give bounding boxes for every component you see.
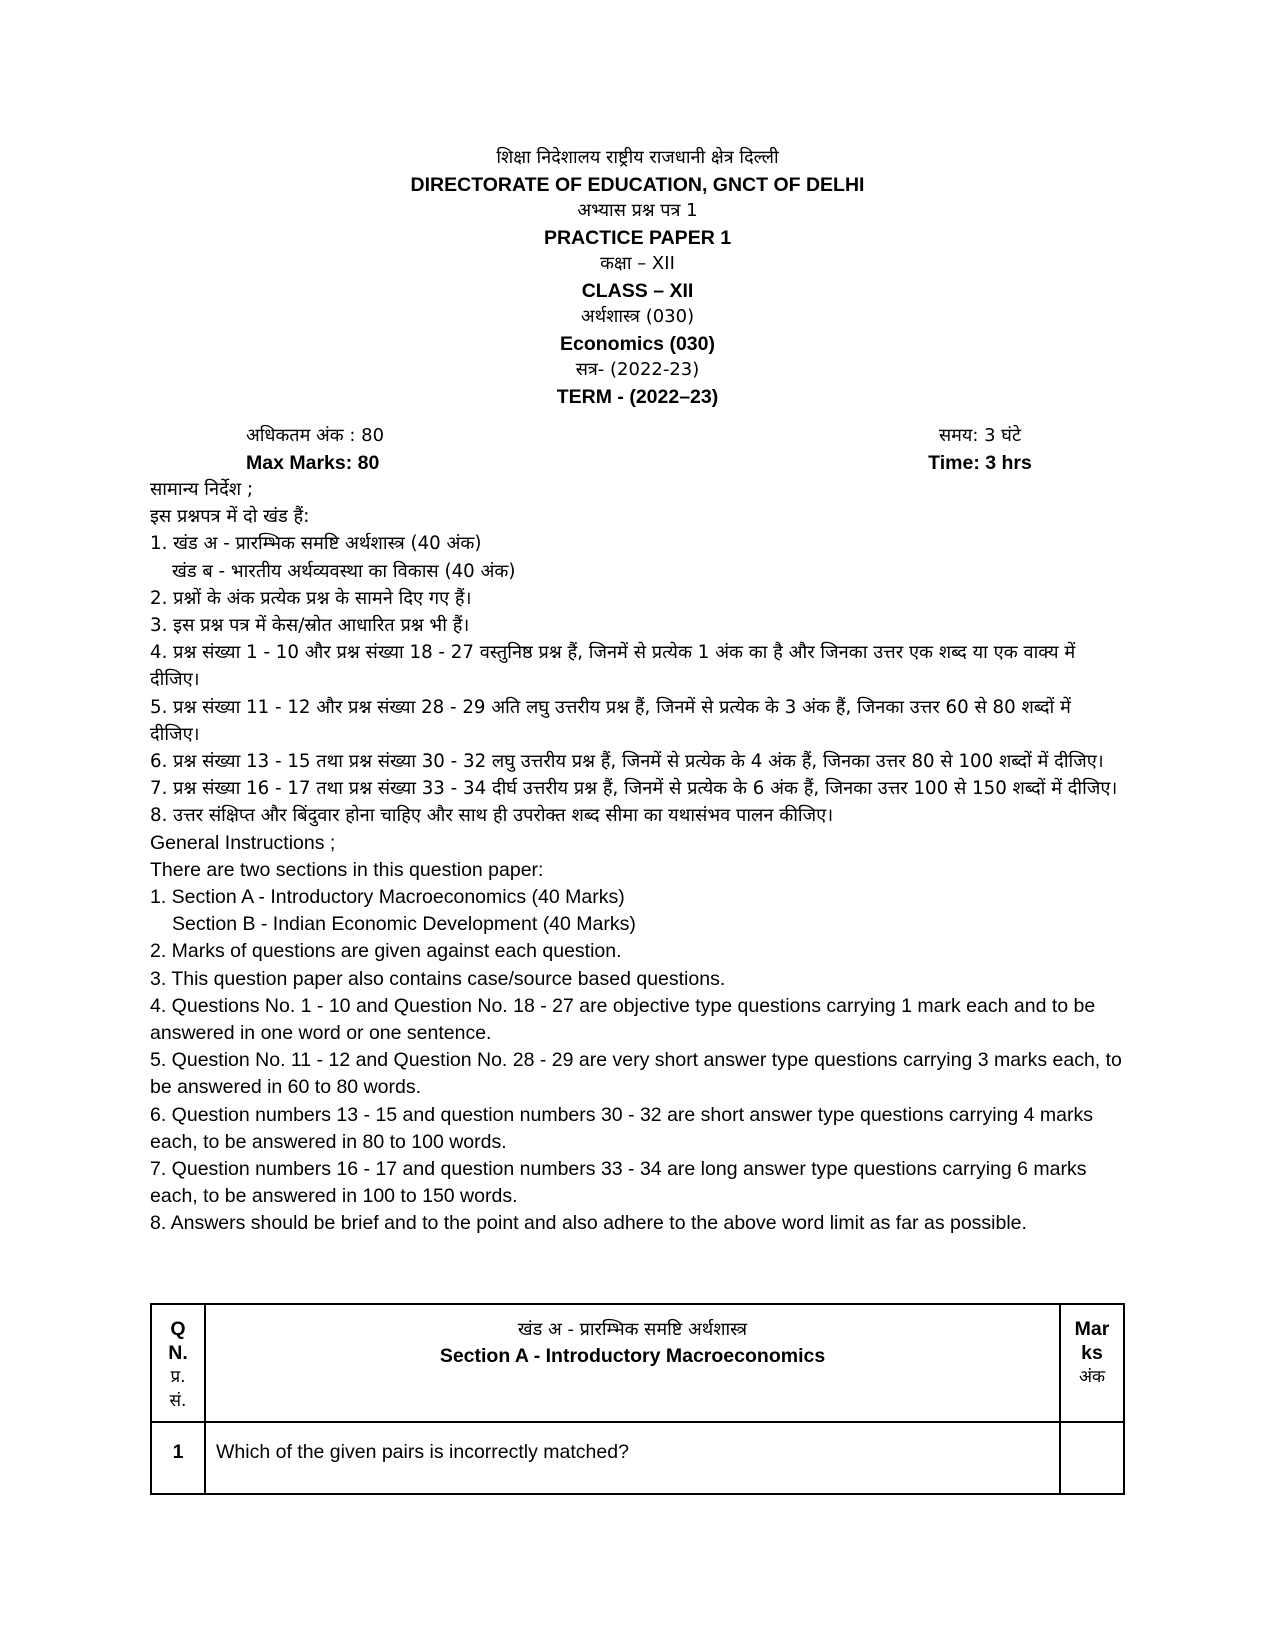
qn-header-text: N. [168, 1342, 188, 1364]
instructions-title-hindi: सामान्य निर्देश ; [150, 479, 254, 500]
paper-title: PRACTICE PAPER 1 [543, 226, 732, 249]
instruction-item: 4. Questions No. 1 - 10 and Question No. 18 - 27 are objective type questions carrying 1 mark each and to be answered in one word or one sentence. [150, 994, 1096, 1045]
section-title: Section A - Introductory Macroeconomics [439, 1345, 826, 1367]
question-table [150, 1303, 1125, 1495]
marks-header-hindi: अंक [1078, 1367, 1106, 1387]
instruction-item: 5. Question No. 11 - 12 and Question No. 28 - 29 are very short answer type questions carrying 3 marks each, to be answered in 60 to 80 words. [150, 1049, 1122, 1099]
instruction-item: 2. Marks of questions are given against each question. [150, 940, 622, 963]
instruction-item-hindi: 1. खंड अ - प्रारम्भिक समष्टि अर्थशास्त्र (40 अंक) [150, 533, 482, 555]
instruction-item: 6. Question numbers 13 - 15 and question numbers 30 - 32 are short answer type questions carrying 4 marks each, to be answered in 80 to 100 words. [150, 1103, 1093, 1153]
marks-header-text: Mar [1074, 1318, 1110, 1340]
table-row [151, 1422, 1124, 1494]
class-label: CLASS – XII [581, 279, 694, 302]
instruction-item-hindi: 7. प्रश्न संख्या 16 - 17 तथा प्रश्न संख्या 33 - 34 दीर्घ उत्तरीय प्रश्न हैं, जिनमें से प्रत्येक के 6 अंक हैं, जिनका उत्तर 100 से 150 शब्दों में दीजिए। [150, 778, 1118, 800]
instructions-intro-hindi: इस प्रश्नपत्र में दो खंड हैं: [150, 506, 310, 528]
dept-title-hindi: शिक्षा निदेशालय राष्ट्रीय राजधानी क्षेत्र दिल्ली [496, 147, 779, 168]
instruction-item: 3. This question paper also contains case/source based questions. [150, 967, 726, 990]
time-hindi: समय: 3 घंटे [938, 425, 1022, 446]
instruction-item-hindi: 6. प्रश्न संख्या 13 - 15 तथा प्रश्न संख्या 30 - 32 लघु उत्तरीय प्रश्न हैं, जिनमें से प्रत्येक के 4 अंक हैं, जिनका उत्तर 80 से 100 शब्दों में दीजिए। [150, 751, 1104, 773]
question-marks [1060, 1422, 1124, 1494]
section-title-hindi: खंड अ - प्रारम्भिक समष्टि अर्थशास्त्र [517, 1319, 748, 1340]
instruction-item: Section B - Indian Economic Development (40 Marks) [172, 913, 636, 936]
max-marks: Max Marks: 80 [246, 452, 380, 474]
instructions-block [150, 476, 1125, 1238]
instruction-item-hindi: खंड ब - भारतीय अर्थव्यवस्था का विकास (40 अंक) [172, 560, 516, 582]
instruction-item-hindi: 5. प्रश्न संख्या 11 - 12 और प्रश्न संख्या 28 - 29 अति लघु उत्तरीय प्रश्न हैं, जिनमें से प्रत्येक के 3 अंक हैं, जिनका उत्तर 60 से 80 शब्दों में दीजिए। [150, 696, 1071, 745]
marks-header-text: ks [1081, 1342, 1103, 1364]
instruction-item-hindi: 8. उत्तर संक्षिप्त और बिंदुवार होना चाहिए और साथ ही उपरोक्त शब्द सीमा का यथासंभव पालन कीजिए। [150, 805, 834, 827]
instruction-item: 7. Question numbers 16 - 17 and question numbers 33 - 34 are long answer type questions carrying 6 marks each, to be answered in 100 to 150 words. [150, 1158, 1087, 1208]
paper-header [0, 145, 1275, 410]
subject-label: Economics (030) [560, 332, 715, 355]
qn-column-header [151, 1304, 205, 1422]
time-allowed: Time: 3 hrs [928, 452, 1032, 474]
class-hindi: कक्षा – XII [600, 253, 675, 274]
instructions-title: General Instructions ; [150, 831, 336, 854]
instructions-intro: There are two sections in this question paper: [150, 858, 544, 881]
table-header-row [151, 1304, 1124, 1422]
instruction-item-hindi: 4. प्रश्न संख्या 1 - 10 और प्रश्न संख्या 18 - 27 वस्तुनिष्ठ प्रश्न हैं, जिनमें से प्रत्येक 1 अंक का है और जिनका उत्तर एक शब्द या एक वाक्य में दीजिए। [150, 642, 1076, 691]
question-text: Which of the given pairs is incorrectly matched? [205, 1422, 1060, 1494]
instruction-item-hindi: 2. प्रश्नों के अंक प्रत्येक प्रश्न के सामने दिए गए हैं। [150, 587, 472, 609]
marks-column-header [1060, 1304, 1124, 1422]
instruction-item-hindi: 3. इस प्रश्न पत्र में केस/स्रोत आधारित प्रश्न भी हैं। [150, 615, 470, 637]
instruction-item: 8. Answers should be brief and to the point and also adhere to the above word limit as far as possible. [150, 1212, 1027, 1235]
term-label: TERM - (2022–23) [556, 385, 719, 408]
qn-header-hindi: सं. [169, 1391, 187, 1411]
section-header [205, 1304, 1060, 1422]
instruction-item: 1. Section A - Introductory Macroeconomics (40 Marks) [150, 886, 625, 909]
dept-title: DIRECTORATE OF EDUCATION, GNCT OF DELHI [410, 173, 865, 196]
paper-title-hindi: अभ्यास प्रश्न पत्र 1 [577, 200, 698, 221]
subject-hindi: अर्थशास्त्र (030) [580, 306, 695, 327]
qn-header-text: Q [170, 1318, 186, 1340]
max-marks-hindi: अधिकतम अंक : 80 [246, 425, 385, 446]
question-number: 1 [151, 1422, 205, 1494]
qn-header-hindi: प्र. [170, 1367, 186, 1387]
session-hindi: सत्र- (2022-23) [575, 359, 700, 380]
